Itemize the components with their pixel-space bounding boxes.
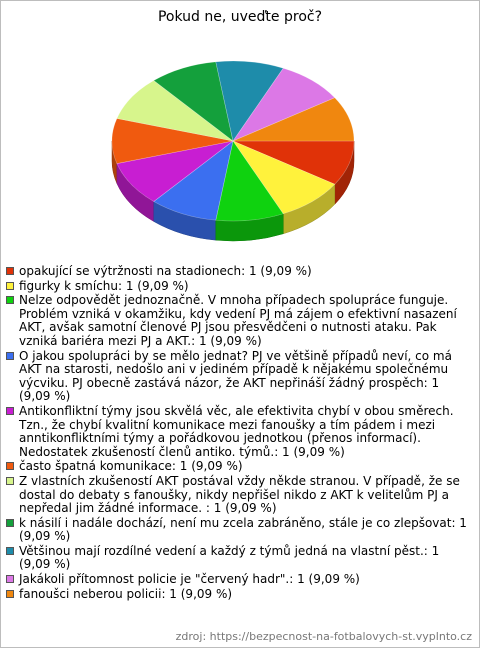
legend-swatch [6,267,14,275]
legend-item [6,588,472,602]
legend-item [6,545,472,572]
legend-item [6,405,472,459]
legend-swatch [6,352,14,360]
legend-label: Z vlastních zkušeností AKT postával vždy někde stranou. V případě, že se dostal do debaty s fanoušky, nikdy nepřišel nikdo z AKT k velitelům PJ a nepředal jim žádné informace. : 1 (9,09 %) [19,473,460,516]
legend-swatch [6,477,14,485]
legend-label: Antikonfliktní týmy jsou skvělá věc, ale efektivita chybí v obou směrech. Tzn., že chybí kvalitní komunikace mezi fanoušky a tím pádem i mezi anntikonfliktními týmy a pořádkovou jednotkou (přenos informací). Nedostatek zkušeností členů antiko. týmů.: 1 (9,09 %) [19,403,454,459]
legend-swatch [6,547,14,555]
legend-swatch [6,519,14,527]
legend-item [6,350,472,404]
legend-label: k násilí i nadále dochází, není mu zcela zabráněno, stále je co zlepšovat: 1 (9,09 %) [19,515,467,544]
legend-item [6,573,472,587]
legend-swatch [6,282,14,290]
pie-chart [0,40,480,250]
legend-item [6,475,472,516]
legend-label: Většinou mají rozdílné vedení a každý z týmů jedná na vlastní pěst.: 1 (9,09 %) [19,543,440,572]
legend-swatch [6,407,14,415]
legend-swatch [6,296,14,304]
legend-label: Jakákoli přítomnost policie je "červený hadr".: 1 (9,09 %) [19,572,360,587]
legend-swatch [6,575,14,583]
legend-item [6,517,472,544]
legend [6,265,472,602]
legend-item [6,280,472,294]
legend-label: figurky k smíchu: 1 (9,09 %) [19,278,189,293]
legend-swatch [6,462,14,470]
legend-label: Nelze odpovědět jednoznačně. V mnoha případech spolupráce funguje. Problém vzniká v okamžiku, kdy vedení PJ má zájem o efektivní nasazení AKT, avšak samotní členové PJ jsou přesvědčeni o nutnosti ataku. Pak vzniká bariéra mezi PJ a AKT.: 1 (9,09 %) [19,293,457,348]
chart-title: Pokud ne, uveďte proč? [157,9,323,25]
legend-label: často špatná komunikace: 1 (9,09 %) [19,459,243,474]
source-note: zdroj: https://bezpecnost-na-fotbalovych-st.vyplnto.cz [175,630,472,643]
legend-item [6,294,472,348]
legend-label: O jakou spolupráci by se mělo jednat? PJ ve většině případů neví, co má AKT na starosti, nedošlo ani v jediném případě k nějakému společnému výcviku. PJ obecně zastává názor, že AKT nepřináší žádný prospěch: 1 (9,09 %) [19,348,452,404]
legend-label: fanoušci neberou policii: 1 (9,09 %) [19,586,233,601]
legend-label: opakující se výtržnosti na stadionech: 1 (9,09 %) [19,264,312,278]
legend-swatch [6,590,14,598]
legend-item [6,460,472,474]
legend-item [6,265,472,279]
